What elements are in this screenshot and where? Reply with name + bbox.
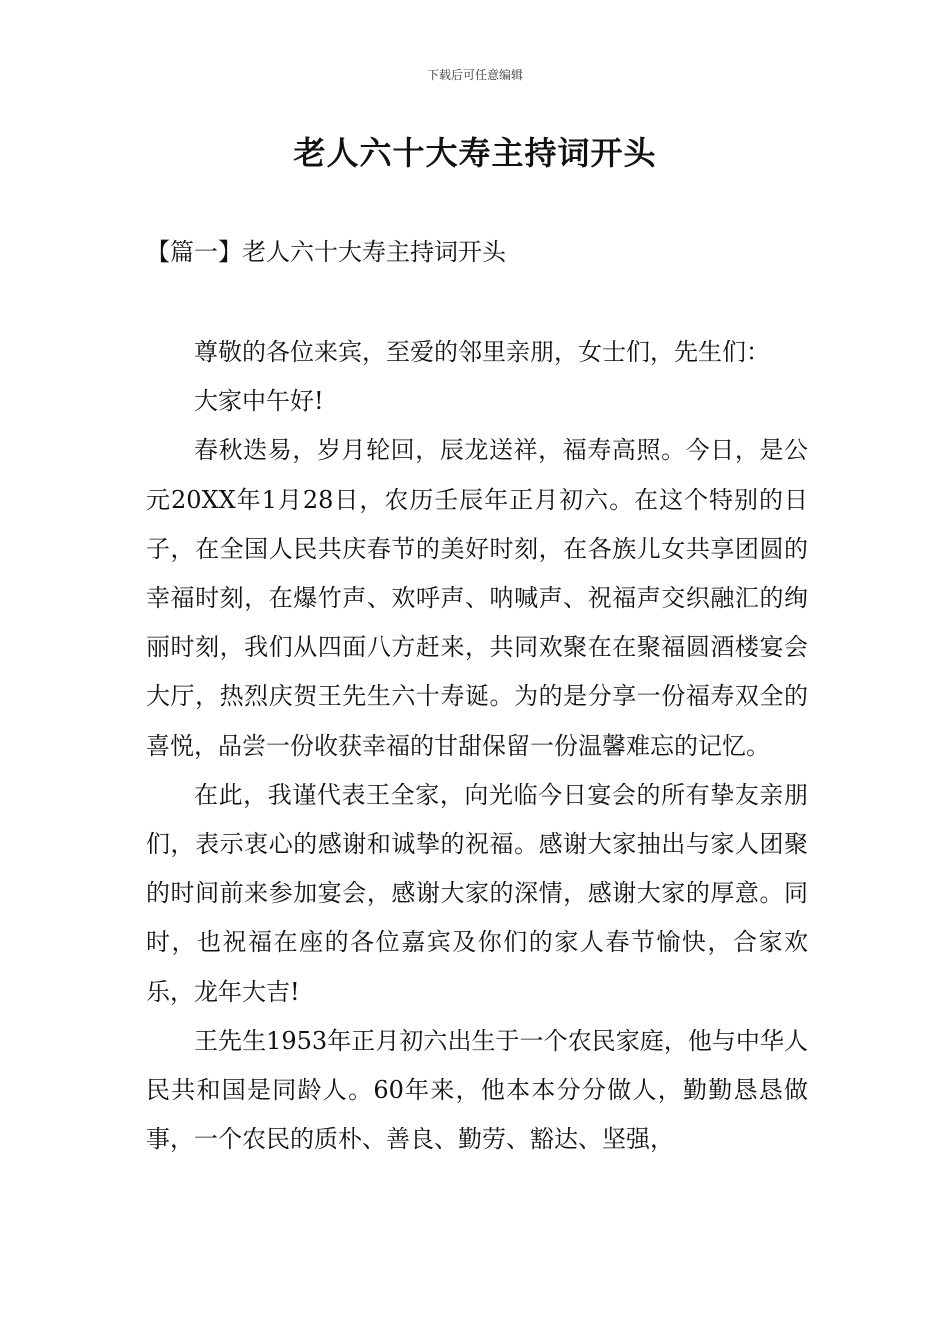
header-note: 下载后可任意编辑	[426, 68, 523, 82]
paragraph-greeting: 大家中午好!	[194, 387, 324, 416]
paragraph-thanks: 在此，我谨代表王全家，向光临今日宴会的所有挚友亲朋们，表示衷心的感谢和诚挚的祝福。感谢大家抽出与家人团聚的时间前来参加宴会，感谢大家的深情，感谢大家的厚意。同时，也祝福在座的各位嘉宾及你们的家人春节愉快，合家欢乐，龙年大吉!	[146, 780, 808, 1006]
paragraph-biography: 王先生1953年正月初六出生于一个农民家庭，他与中华人民共和国是同龄人。60年来，他本本分分做人，勤勤恳恳做事，一个农民的质朴、善良、勤劳、豁达、坚强，	[146, 1026, 808, 1154]
paragraph-opening: 春秋迭易，岁月轮回，辰龙送祥，福寿高照。今日，是公元20XX年1月28日，农历壬辰年正月初六。在这个特别的日子，在全国人民共庆春节的美好时刻，在各族儿女共享团圆的幸福时刻，在爆竹声、欢呼声、呐喊声、祝福声交织融汇的绚丽时刻，我们从四面八方赶来，共同欢聚在在聚福圆酒楼宴会大厅，热烈庆贺王先生六十寿诞。为的是分享一份福寿双全的喜悦，品尝一份收获幸福的甘甜保留一份温馨难忘的记忆。	[146, 436, 808, 760]
paragraph-salutation: 尊敬的各位来宾，至爱的邻里亲朋，女士们，先生们：	[194, 338, 770, 366]
document-title: 老人六十大寿主持词开头	[293, 134, 657, 172]
section-heading: 【篇一】老人六十大寿主持词开头	[146, 238, 506, 266]
document-body	[146, 328, 808, 1164]
